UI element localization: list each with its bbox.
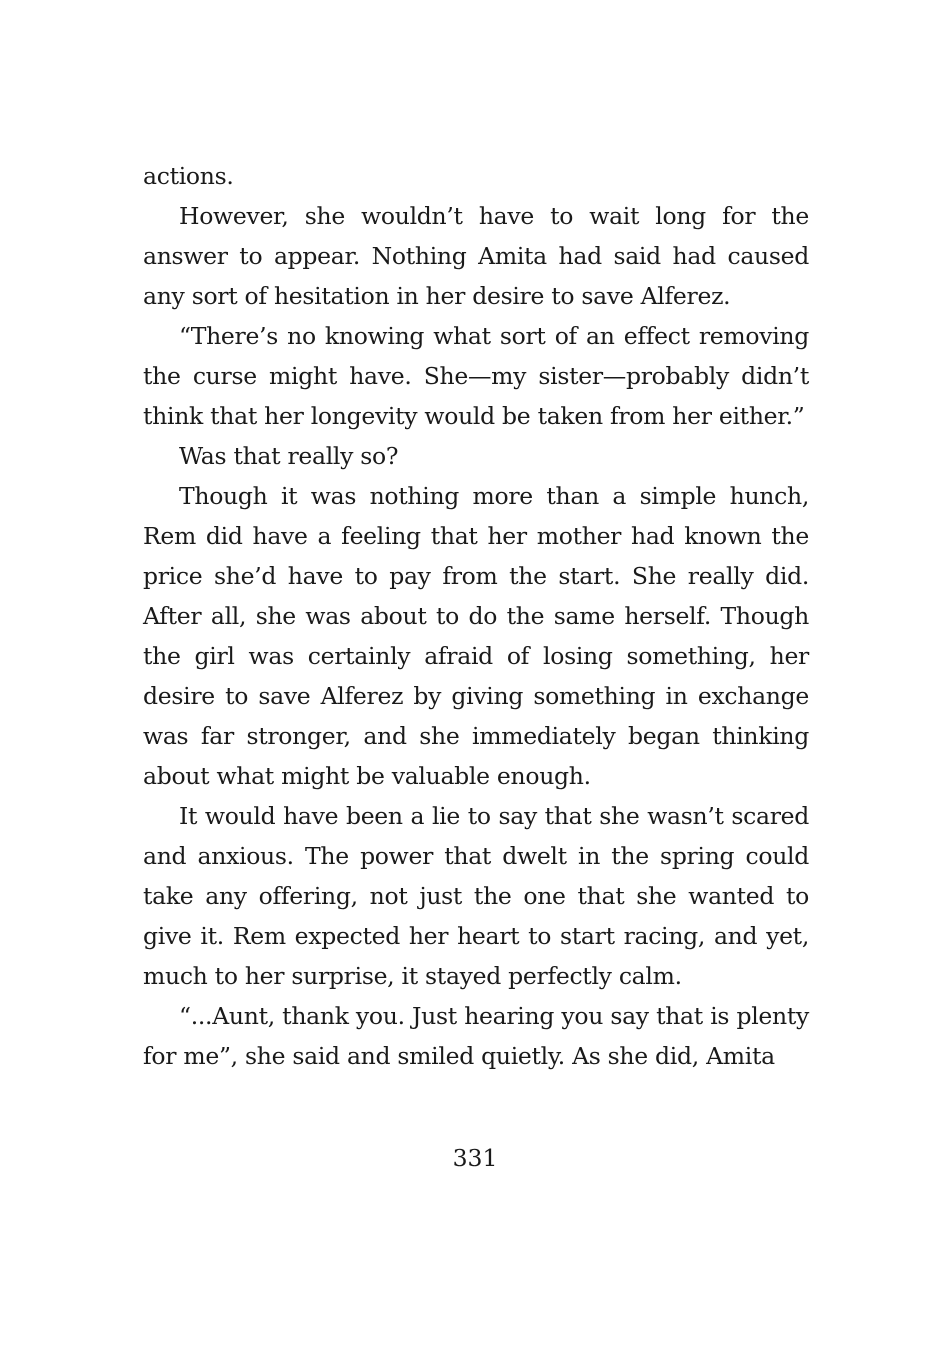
- paragraph: “There’s no knowing what sort of an effect removing the curse might have. She—my sister—probably didn’t think that her longevity would be taken from her either.”: [143, 322, 809, 430]
- paragraph-continuation: actions.: [143, 162, 234, 190]
- paragraph: It would have been a lie to say that she wasn’t scared and anxious. The power that dwelt in the spring could take any offering, not just the one that she wanted to give it. Rem expected her heart to start racing, and yet, much to her surprise, it stayed perfectly calm.: [143, 802, 809, 990]
- paragraph: Though it was nothing more than a simple hunch, Rem did have a feeling that her mother had known the price she’d have to pay from the start. She really did. After all, she was about to do the same herself. Though the girl was certainly afraid of losing something, her desire to save Alferez by giving something in exchange was far stronger, and she immediately began thinking about what might be valuable enough.: [143, 482, 809, 790]
- paragraph: Was that really so?: [179, 442, 399, 470]
- paragraph: “...Aunt, thank you. Just hearing you say that is plenty for me”, she said and smiled quietly. As she did, Amita: [143, 1002, 809, 1070]
- body-text: [143, 156, 809, 1076]
- page-number: 331: [452, 1144, 498, 1172]
- paragraph: However, she wouldn’t have to wait long for the answer to appear. Nothing Amita had said had caused any sort of hesitation in her desire to save Alferez.: [143, 202, 809, 310]
